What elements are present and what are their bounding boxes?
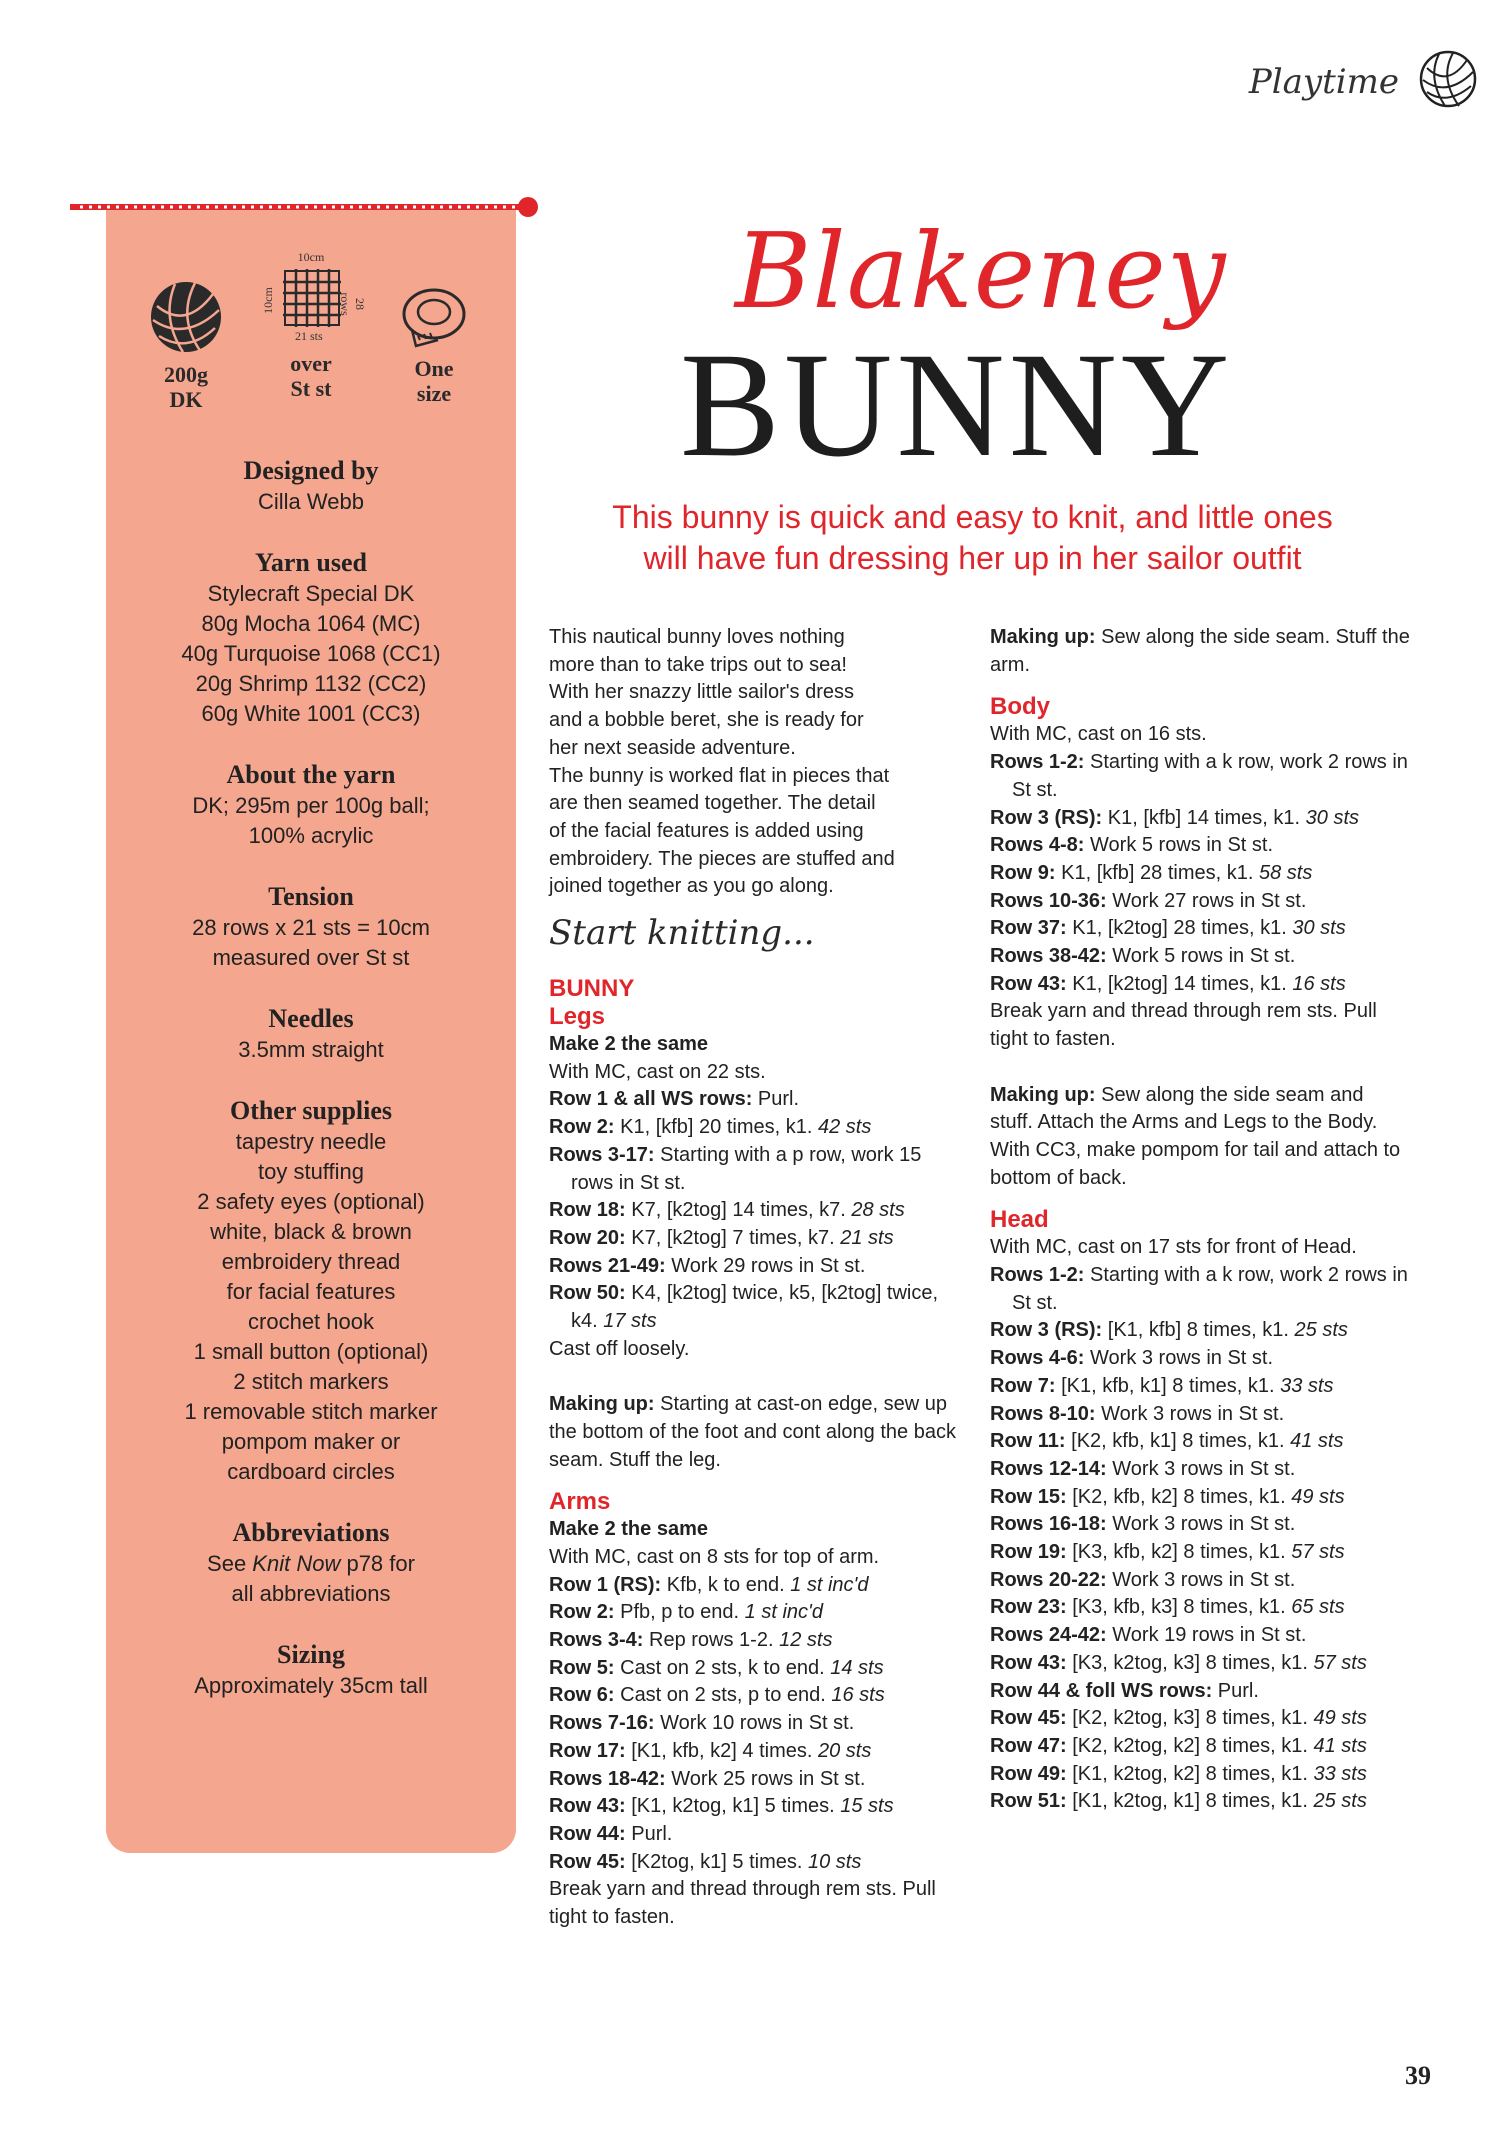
- supply-item: cardboard circles: [227, 1459, 395, 1484]
- magazine-name: Knit Now: [252, 1551, 341, 1576]
- row-instruction: [K1, k2tog, k1] 8 times, k1.: [1066, 1790, 1314, 1813]
- stitch-count: 25 sts: [1294, 1319, 1348, 1342]
- supply-item: for facial features: [226, 1279, 396, 1304]
- head-rows: [990, 1262, 1410, 1816]
- row-label: Rows 1-2:: [990, 1264, 1085, 1287]
- row-instruction: K1, [k2tog] 14 times, k1.: [1066, 972, 1293, 995]
- row-label: Row 9:: [990, 861, 1056, 884]
- intro-line: embroidery. The pieces are stuffed and: [549, 847, 895, 870]
- stitch-count: 1 st inc'd: [790, 1573, 869, 1596]
- row-instruction: Work 3 rows in St st.: [1106, 1513, 1296, 1536]
- body-cast-on: With MC, cast on 16 sts.: [990, 723, 1207, 746]
- tension-heading: Tension: [268, 882, 354, 911]
- making-up-text: Starting at cast-on edge, sew up the bottom of the foot and cont along the back seam. Stuff the leg.: [549, 1393, 956, 1471]
- row-label: Rows 4-6:: [990, 1347, 1085, 1370]
- page-number: 39: [1405, 2061, 1431, 2090]
- row-label: Rows 18-42:: [549, 1767, 666, 1790]
- row-instruction: Work 5 rows in St st.: [1106, 945, 1296, 968]
- pattern-row: [549, 1197, 959, 1225]
- row-label: Row 11:: [990, 1430, 1066, 1453]
- pattern-row: [990, 1705, 1410, 1733]
- row-label: Rows 7-16:: [549, 1712, 655, 1735]
- row-instruction: Work 27 rows in St st.: [1106, 889, 1307, 912]
- stitch-count: 57 sts: [1291, 1541, 1345, 1564]
- pattern-row: [990, 943, 1410, 971]
- legs-cast-off: Cast off loosely.: [549, 1337, 690, 1360]
- stitch-count: 41 sts: [1313, 1735, 1367, 1757]
- subtitle: [545, 497, 1400, 579]
- stitch-count: 30 sts: [1292, 917, 1346, 940]
- stitch-count: 49 sts: [1291, 1485, 1345, 1508]
- row-label: Row 2:: [549, 1116, 615, 1139]
- row-instruction: Work 3 rows in St st.: [1095, 1402, 1285, 1425]
- abbrev-pre: See: [207, 1551, 253, 1576]
- supply-item: 1 small button (optional): [193, 1339, 429, 1364]
- row-label: Row 18:: [549, 1199, 626, 1222]
- row-label: Rows 21-49:: [549, 1254, 666, 1277]
- arms-heading: Arms: [549, 1488, 611, 1516]
- pattern-row: [549, 1655, 959, 1683]
- tension-section: [106, 881, 516, 973]
- legs-heading: Legs: [549, 1003, 606, 1031]
- row-instruction: Starting with a k row, work 2 rows in St st.: [1012, 751, 1408, 801]
- yarn-line: 20g Shrimp 1132 (CC2): [195, 671, 427, 696]
- abbreviations-section: [106, 1517, 516, 1609]
- pattern-row: [549, 1280, 959, 1335]
- intro-text: [549, 624, 959, 901]
- row-instruction: Kfb, k to end.: [661, 1573, 791, 1596]
- stitch-count: 1 st inc'd: [744, 1601, 823, 1624]
- row-instruction: [K2, kfb, k1] 8 times, k1.: [1065, 1430, 1291, 1453]
- stitch-count: 16 sts: [1292, 972, 1346, 995]
- row-label: Row 19:: [990, 1541, 1067, 1564]
- pattern-row: [990, 1622, 1410, 1650]
- row-instruction: Starting with a k row, work 2 rows in St st.: [1012, 1264, 1408, 1314]
- stitch-count: 12 sts: [779, 1629, 833, 1652]
- stitch-count: 20 sts: [817, 1739, 872, 1762]
- stitch-count: 21 sts: [840, 1226, 894, 1249]
- pattern-row: [990, 1761, 1410, 1789]
- row-label: Row 43:: [990, 1651, 1067, 1674]
- yarn-line: 60g White 1001 (CC3): [201, 701, 421, 726]
- supply-item: pompom maker or: [221, 1429, 401, 1454]
- making-up-text: Sew along the side seam and stuff. Attach the Arms and Legs to the Body. With CC3, make pompom for tail and attach to bottom of back.: [990, 1083, 1401, 1189]
- row-instruction: Purl.: [625, 1823, 673, 1845]
- start-knitting-heading: Start knitting...: [549, 913, 815, 954]
- row-instruction: Purl.: [1212, 1679, 1259, 1702]
- supply-item: toy stuffing: [258, 1159, 364, 1184]
- pattern-row: [990, 1428, 1410, 1456]
- abbrev-post: p78 for: [340, 1551, 415, 1576]
- row-instruction: K1, [kfb] 20 times, k1.: [614, 1116, 818, 1139]
- section-label: Playtime: [1248, 62, 1399, 102]
- ruler-bottom-label: 21 sts: [295, 329, 323, 343]
- other-supplies-section: [106, 1095, 516, 1487]
- stitch-count: 25 sts: [1313, 1790, 1367, 1813]
- weight-amount: 200g: [164, 362, 208, 387]
- row-instruction: Work 10 rows in St st.: [654, 1712, 855, 1735]
- pattern-row: [549, 1793, 959, 1821]
- designer-name: Cilla Webb: [258, 489, 364, 514]
- row-instruction: Work 19 rows in St st.: [1106, 1624, 1307, 1647]
- arms-make-note: Make 2 the same: [549, 1518, 708, 1541]
- row-label: Rows 1-2:: [990, 751, 1085, 774]
- row-label: Row 44 & foll WS rows:: [990, 1679, 1213, 1702]
- ruler-top-label: 10cm: [297, 250, 325, 264]
- stitch-count: 10 sts: [808, 1850, 862, 1873]
- row-label: Rows 3-17:: [549, 1143, 655, 1166]
- stitch-count: 15 sts: [840, 1795, 894, 1818]
- yarn-weight: DK: [169, 387, 203, 412]
- pattern-row: [549, 1710, 959, 1738]
- needles-section: [106, 1003, 516, 1065]
- row-label: Rows 24-42:: [990, 1624, 1107, 1647]
- tension-stitch: St st: [290, 376, 332, 401]
- row-label: Row 23:: [990, 1596, 1067, 1619]
- row-instruction: Pfb, p to end.: [614, 1601, 745, 1624]
- pattern-row: [990, 1262, 1410, 1317]
- row-label: Row 51:: [990, 1790, 1067, 1813]
- legs-making-up: [549, 1391, 959, 1474]
- row-label: Rows 8-10:: [990, 1402, 1096, 1425]
- pattern-row: [549, 1114, 959, 1142]
- tension-line: 28 rows x 21 sts = 10cm: [192, 915, 430, 940]
- row-instruction: Cast on 2 sts, k to end.: [614, 1656, 831, 1679]
- arm-making-up: [990, 624, 1410, 679]
- bunny-heading: BUNNY: [549, 975, 635, 1003]
- stitch-count: 33 sts: [1313, 1762, 1367, 1785]
- yarn-line: 40g Turquoise 1068 (CC1): [181, 641, 441, 666]
- pattern-row: [549, 1572, 959, 1600]
- tension-grid-icon: [283, 269, 341, 327]
- body-end: Break yarn and thread through rem sts. Pull tight to fasten.: [990, 1000, 1377, 1051]
- body-rows: [990, 749, 1410, 998]
- pattern-row: [549, 1682, 959, 1710]
- row-instruction: [K1, k2tog, k2] 8 times, k1.: [1066, 1762, 1314, 1785]
- row-label: Row 17:: [549, 1739, 626, 1762]
- row-instruction: K7, [k2tog] 14 times, k7.: [625, 1199, 852, 1222]
- supply-item: crochet hook: [248, 1309, 374, 1334]
- designed-by-section: [106, 455, 516, 517]
- about-yarn-section: [106, 759, 516, 851]
- row-instruction: [K2, kfb, k2] 8 times, k1.: [1066, 1485, 1292, 1508]
- pattern-row: [990, 1594, 1410, 1622]
- pattern-row: [990, 1373, 1410, 1401]
- row-instruction: [K2, k2tog, k3] 8 times, k1.: [1066, 1707, 1314, 1730]
- page-title: BUNNY: [680, 322, 1234, 488]
- pattern-row: [990, 1345, 1410, 1373]
- yarn-used-heading: Yarn used: [255, 548, 367, 577]
- row-instruction: Rep rows 1-2.: [643, 1629, 780, 1652]
- row-label: Row 47:: [990, 1735, 1067, 1757]
- supply-item: embroidery thread: [221, 1249, 401, 1274]
- stitch-count: 17 sts: [603, 1310, 657, 1333]
- supply-item: white, black & brown: [210, 1219, 412, 1244]
- arms-rows: [549, 1572, 959, 1877]
- supply-item: 1 removable stitch marker: [184, 1399, 438, 1424]
- row-label: Row 20:: [549, 1226, 626, 1249]
- row-label: Row 43:: [549, 1795, 626, 1818]
- head-cast-on: With MC, cast on 17 sts for front of Head.: [990, 1236, 1357, 1259]
- pattern-row: [990, 1539, 1410, 1567]
- ruler-left-label: 10cm: [260, 287, 275, 314]
- stitch-count: 49 sts: [1313, 1707, 1367, 1730]
- row-instruction: [K3, kfb, k2] 8 times, k1.: [1066, 1541, 1292, 1564]
- row-instruction: K4, [k2tog] twice, k5, [k2tog] twice, k4.: [571, 1282, 939, 1333]
- row-label: Row 50:: [549, 1282, 626, 1305]
- stitch-count: 30 sts: [1305, 806, 1359, 829]
- making-up-label: Making up:: [990, 626, 1096, 648]
- size-spec: [374, 284, 494, 406]
- pattern-row: [549, 1142, 959, 1197]
- abbrev-line2: all abbreviations: [231, 1581, 391, 1606]
- yarn-line: Stylecraft Special DK: [207, 581, 415, 606]
- stitch-count: 65 sts: [1291, 1596, 1345, 1619]
- intro-line: This nautical bunny loves nothing: [549, 626, 845, 648]
- pattern-row: [990, 888, 1410, 916]
- row-label: Rows 10-36:: [990, 889, 1107, 912]
- pattern-row: [549, 1766, 959, 1794]
- ruler-right-label: 28 rows: [338, 292, 367, 316]
- row-instruction: K7, [k2tog] 7 times, k7.: [625, 1226, 841, 1249]
- subtitle-line: will have fun dressing her up in her sailor outfit: [643, 540, 1302, 576]
- head-heading: Head: [990, 1206, 1049, 1234]
- stitch-count: 33 sts: [1280, 1374, 1334, 1397]
- pattern-row: [990, 971, 1410, 999]
- arms-cast-on: With MC, cast on 8 sts for top of arm.: [549, 1545, 880, 1568]
- size-one: One: [414, 356, 454, 381]
- about-yarn-heading: About the yarn: [226, 760, 396, 789]
- pattern-row: [549, 1599, 959, 1627]
- row-label: Row 45:: [549, 1850, 626, 1873]
- row-label: Row 45:: [990, 1707, 1067, 1730]
- yarn-ball-icon: [1417, 48, 1479, 110]
- tension-line: measured over St st: [212, 945, 410, 970]
- pattern-row: [990, 1401, 1410, 1429]
- row-label: Rows 12-14:: [990, 1457, 1107, 1480]
- pattern-row: [990, 915, 1410, 943]
- info-panel: [106, 210, 516, 1853]
- row-instruction: K1, [k2tog] 28 times, k1.: [1066, 917, 1293, 940]
- stitch-count: 57 sts: [1313, 1651, 1367, 1674]
- subtitle-line: This bunny is quick and easy to knit, and little ones: [612, 499, 1333, 535]
- pattern-column-1: [549, 624, 959, 1932]
- row-label: Row 1 (RS):: [549, 1573, 662, 1596]
- row-instruction: Purl.: [752, 1088, 800, 1111]
- pattern-row: [990, 1788, 1410, 1816]
- row-instruction: [K1, kfb, k2] 4 times.: [625, 1739, 818, 1762]
- row-instruction: Work 3 rows in St st.: [1106, 1568, 1296, 1591]
- pattern-row: [549, 1253, 959, 1281]
- pattern-column-2: [990, 624, 1410, 1816]
- row-instruction: K1, [kfb] 28 times, k1.: [1055, 861, 1259, 884]
- row-label: Rows 16-18:: [990, 1513, 1107, 1536]
- stitch-count: 28 sts: [851, 1199, 905, 1222]
- row-label: Row 49:: [990, 1762, 1067, 1785]
- sizing-section: [106, 1639, 516, 1701]
- row-instruction: Cast on 2 sts, p to end.: [614, 1684, 832, 1707]
- pattern-row: [549, 1627, 959, 1655]
- supply-item: 2 stitch markers: [233, 1369, 389, 1394]
- stitch-count: 42 sts: [817, 1116, 872, 1139]
- pattern-row: [549, 1225, 959, 1253]
- row-instruction: K1, [kfb] 14 times, k1.: [1102, 806, 1306, 829]
- legs-cast-on: With MC, cast on 22 sts.: [549, 1060, 766, 1083]
- row-label: Row 3 (RS):: [990, 806, 1103, 829]
- supply-item: tapestry needle: [235, 1129, 387, 1154]
- pattern-row: [990, 860, 1410, 888]
- yarn-used-section: [106, 547, 516, 729]
- stitch-count: 41 sts: [1290, 1430, 1344, 1453]
- sizing-text: Approximately 35cm tall: [194, 1673, 428, 1698]
- row-instruction: [K2tog, k1] 5 times.: [625, 1850, 808, 1873]
- pattern-row: [990, 1650, 1410, 1678]
- sizing-heading: Sizing: [277, 1640, 345, 1669]
- body-making-up: [990, 1082, 1410, 1193]
- pattern-row: [990, 1456, 1410, 1484]
- pattern-row: [549, 1821, 959, 1849]
- pattern-row: [990, 1511, 1410, 1539]
- intro-line: more than to take trips out to sea!: [549, 653, 847, 676]
- making-up-label: Making up:: [990, 1083, 1096, 1106]
- row-label: Rows 38-42:: [990, 945, 1107, 968]
- row-instruction: Work 3 rows in St st.: [1084, 1347, 1274, 1370]
- row-instruction: [K1, kfb] 8 times, k1.: [1102, 1319, 1295, 1342]
- intro-line: joined together as you go along.: [549, 875, 834, 898]
- pattern-row: [990, 832, 1410, 860]
- row-label: Row 37:: [990, 917, 1067, 940]
- tape-measure-icon: [398, 284, 470, 350]
- row-instruction: Work 3 rows in St st.: [1106, 1457, 1296, 1480]
- pattern-row: [990, 805, 1410, 833]
- other-supplies-heading: Other supplies: [229, 1096, 393, 1125]
- legs-make-note: Make 2 the same: [549, 1033, 708, 1056]
- designed-by-heading: Designed by: [243, 456, 379, 485]
- pattern-row: [990, 1733, 1410, 1761]
- pattern-row: [990, 1317, 1410, 1345]
- row-label: Row 5:: [549, 1656, 615, 1679]
- intro-line: her next seaside adventure.: [549, 736, 796, 759]
- pattern-row: [990, 1484, 1410, 1512]
- intro-line: are then seamed together. The detail: [549, 792, 876, 815]
- weight-spec: [126, 278, 246, 412]
- row-label: Row 3 (RS):: [990, 1319, 1103, 1342]
- row-label: Row 2:: [549, 1601, 615, 1624]
- abbreviations-heading: Abbreviations: [232, 1518, 390, 1547]
- pattern-row: [990, 1567, 1410, 1595]
- arms-end: Break yarn and thread through rem sts. Pull tight to fasten.: [549, 1878, 936, 1929]
- legs-rows: [549, 1086, 959, 1335]
- row-label: Row 15:: [990, 1485, 1067, 1508]
- pattern-row: [549, 1849, 959, 1877]
- row-label: Row 1 & all WS rows:: [549, 1088, 753, 1111]
- row-instruction: Work 5 rows in St st.: [1084, 834, 1274, 857]
- row-label: Rows 3-4:: [549, 1629, 644, 1652]
- row-instruction: [K1, kfb, k1] 8 times, k1.: [1055, 1374, 1281, 1397]
- needles-text: 3.5mm straight: [238, 1037, 384, 1062]
- row-label: Row 6:: [549, 1684, 615, 1707]
- body-heading: Body: [990, 693, 1050, 721]
- row-instruction: [K3, kfb, k3] 8 times, k1.: [1066, 1596, 1292, 1619]
- intro-line: and a bobble beret, she is ready for: [549, 709, 864, 732]
- title-script: Blakeney: [735, 210, 1227, 332]
- pattern-row: [990, 1678, 1410, 1706]
- stitch-count: 16 sts: [831, 1684, 885, 1707]
- row-label: Row 7:: [990, 1374, 1056, 1397]
- size-label: size: [416, 381, 452, 406]
- stitch-count: 58 sts: [1258, 861, 1313, 884]
- about-yarn-line: DK; 295m per 100g ball;: [192, 793, 430, 818]
- row-label: Row 43:: [990, 972, 1067, 995]
- row-instruction: Work 25 rows in St st.: [665, 1767, 866, 1790]
- tension-spec: [251, 250, 371, 401]
- intro-line: The bunny is worked flat in pieces that: [549, 764, 890, 787]
- row-instruction: [K1, k2tog, k1] 5 times.: [625, 1795, 841, 1818]
- stitch-count: 14 sts: [830, 1656, 884, 1679]
- needles-heading: Needles: [268, 1004, 354, 1033]
- row-label: Rows 20-22:: [990, 1568, 1107, 1591]
- row-instruction: Starting with a p row, work 15 rows in St st.: [571, 1143, 922, 1194]
- spec-icons: [106, 250, 516, 420]
- intro-line: of the facial features is added using: [549, 819, 864, 842]
- making-up-label: Making up:: [549, 1393, 655, 1416]
- making-up-text: Sew along the side seam. Stuff the arm.: [990, 626, 1410, 676]
- row-label: Row 44:: [549, 1823, 626, 1845]
- supply-item: 2 safety eyes (optional): [197, 1189, 425, 1214]
- pattern-row: [549, 1086, 959, 1114]
- row-label: Rows 4-8:: [990, 834, 1085, 857]
- row-instruction: [K2, k2tog, k2] 8 times, k1.: [1066, 1735, 1314, 1757]
- row-instruction: [K3, k2tog, k3] 8 times, k1.: [1066, 1651, 1314, 1674]
- intro-line: With her snazzy little sailor's dress: [549, 681, 855, 704]
- pattern-row: [549, 1738, 959, 1766]
- yarn-line: 80g Mocha 1064 (MC): [201, 611, 421, 636]
- yarn-ball-icon: [147, 278, 225, 356]
- tension-over: over: [290, 351, 332, 376]
- about-yarn-line: 100% acrylic: [248, 823, 374, 848]
- pattern-row: [990, 749, 1410, 804]
- row-instruction: Work 29 rows in St st.: [665, 1254, 866, 1277]
